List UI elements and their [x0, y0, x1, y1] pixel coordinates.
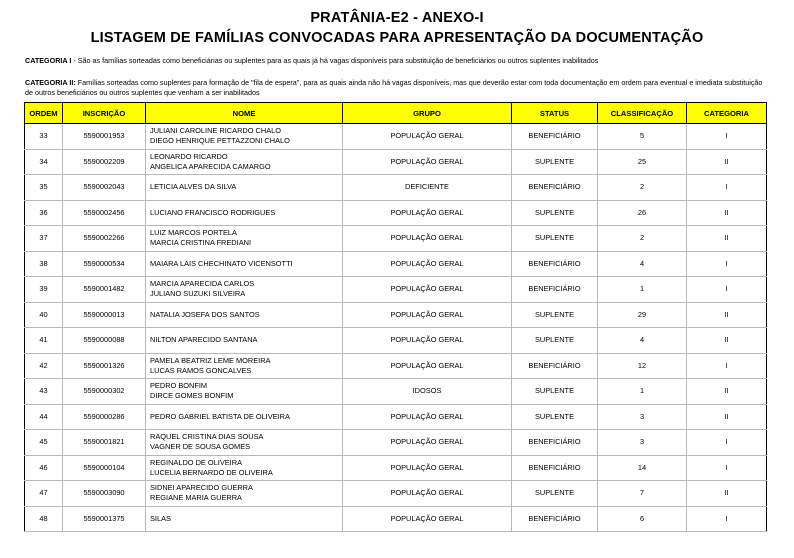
cell-categoria: II: [687, 404, 767, 430]
cell-status: SUPLENTE: [512, 379, 598, 405]
table-row: [25, 328, 767, 354]
cell-status: BENEFICIÁRIO: [512, 353, 598, 379]
cell-grupo: IDOSOS: [343, 379, 512, 405]
table-row: [25, 124, 767, 150]
name-primary: PEDRO BONFIM: [150, 381, 208, 391]
cell-ordem: 38: [25, 251, 63, 277]
cell-ordem: 48: [25, 506, 63, 532]
name-primary: MARCIA APARECIDA CARLOS: [150, 279, 255, 289]
cell-nome: [146, 430, 343, 456]
table-row: [25, 379, 767, 405]
cell-ordem: 43: [25, 379, 63, 405]
name-primary: SIDNEI APARECIDO GUERRA: [150, 483, 253, 493]
cell-categoria: I: [687, 277, 767, 303]
cell-grupo: POPULAÇÃO GERAL: [343, 481, 512, 507]
cell-inscricao: 5590000088: [63, 328, 146, 354]
name-secondary: JULIANO SUZUKI SILVEIRA: [150, 289, 246, 299]
cell-classificacao: 4: [598, 328, 687, 354]
cell-status: SUPLENTE: [512, 328, 598, 354]
category-1-text: - São as famílias sorteadas como beneficiárias ou suplentes para as quais já há vagas disponíveis para substituição de beneficiários ou outros suplentes inabilitados: [71, 56, 599, 65]
cell-ordem: 36: [25, 200, 63, 226]
cell-grupo: POPULAÇÃO GERAL: [343, 430, 512, 456]
cell-classificacao: 4: [598, 251, 687, 277]
cell-nome: [146, 506, 343, 532]
cell-status: BENEFICIÁRIO: [512, 175, 598, 201]
cell-categoria: II: [687, 200, 767, 226]
name-primary: LETICIA ALVES DA SILVA: [150, 182, 237, 192]
cell-nome: [146, 149, 343, 175]
cell-ordem: 46: [25, 455, 63, 481]
cell-categoria: II: [687, 226, 767, 252]
table-row: [25, 302, 767, 328]
cell-classificacao: 1: [598, 277, 687, 303]
cell-nome: [146, 353, 343, 379]
cell-classificacao: 3: [598, 404, 687, 430]
cell-nome: [146, 251, 343, 277]
cell-categoria: I: [687, 353, 767, 379]
name-secondary: DIRCE GOMES BONFIM: [150, 391, 234, 401]
cell-classificacao: 6: [598, 506, 687, 532]
cell-status: BENEFICIÁRIO: [512, 430, 598, 456]
cell-status: SUPLENTE: [512, 302, 598, 328]
cell-status: SUPLENTE: [512, 200, 598, 226]
cell-nome: [146, 404, 343, 430]
cell-grupo: POPULAÇÃO GERAL: [343, 277, 512, 303]
cell-nome: [146, 379, 343, 405]
cell-inscricao: 5590000013: [63, 302, 146, 328]
category-2-label: CATEGORIA II:: [25, 78, 76, 87]
cell-categoria: II: [687, 379, 767, 405]
cell-categoria: I: [687, 251, 767, 277]
category-2-text: Famílias sorteadas como suplentes para formação de "fila de espera", para as quais ainda não há vagas disponíveis, mas que deverão estar com toda documentação em ordem para eventual e imediata substituição de outros beneficiários ou outros suplentes que venham a ser inabilitados: [25, 78, 763, 97]
table-row: [25, 455, 767, 481]
cell-grupo: POPULAÇÃO GERAL: [343, 404, 512, 430]
cell-classificacao: 29: [598, 302, 687, 328]
column-header-categoria: CATEGORIA: [687, 103, 767, 124]
cell-classificacao: 2: [598, 226, 687, 252]
name-primary: REGINALDO DE OLIVEIRA: [150, 457, 242, 467]
cell-classificacao: 12: [598, 353, 687, 379]
name-secondary: REGIANE MARIA GUERRA: [150, 493, 242, 503]
cell-inscricao: 5590000534: [63, 251, 146, 277]
cell-status: SUPLENTE: [512, 149, 598, 175]
name-secondary: DIEGO HENRIQUE PETTAZZONI CHALO: [150, 136, 290, 146]
cell-status: BENEFICIÁRIO: [512, 251, 598, 277]
cell-inscricao: 5590003090: [63, 481, 146, 507]
cell-status: SUPLENTE: [512, 226, 598, 252]
cell-categoria: II: [687, 302, 767, 328]
cell-nome: [146, 200, 343, 226]
cell-grupo: POPULAÇÃO GERAL: [343, 506, 512, 532]
column-header-nome: NOME: [146, 103, 343, 124]
name-primary: MAIARA LAIS CHECHINATO VICENSOTTI: [150, 258, 293, 268]
column-header-inscricao: INSCRIÇÃO: [63, 103, 146, 124]
table-row: [25, 481, 767, 507]
cell-grupo: POPULAÇÃO GERAL: [343, 149, 512, 175]
name-secondary: ANGELICA APARECIDA CAMARGO: [150, 161, 271, 171]
cell-grupo: POPULAÇÃO GERAL: [343, 124, 512, 150]
page-subtitle: LISTAGEM DE FAMÍLIAS CONVOCADAS PARA APRESENTAÇÃO DA DOCUMENTAÇÃO: [90, 30, 704, 46]
cell-ordem: 33: [25, 124, 63, 150]
cell-grupo: DEFICIENTE: [343, 175, 512, 201]
cell-classificacao: 5: [598, 124, 687, 150]
name-primary: NATALIA JOSEFA DOS SANTOS: [150, 309, 260, 319]
cell-status: BENEFICIÁRIO: [512, 506, 598, 532]
table-row: [25, 353, 767, 379]
families-table: [24, 102, 767, 532]
table-row: [25, 404, 767, 430]
cell-ordem: 37: [25, 226, 63, 252]
table-row: [25, 175, 767, 201]
table-row: [25, 226, 767, 252]
cell-classificacao: 3: [598, 430, 687, 456]
cell-classificacao: 2: [598, 175, 687, 201]
name-secondary: LUCAS RAMOS GONCALVES: [150, 365, 252, 375]
table-row: [25, 200, 767, 226]
cell-nome: [146, 124, 343, 150]
name-secondary: MARCIA CRISTINA FREDIANI: [150, 238, 252, 248]
column-header-ordem: ORDEM: [25, 103, 63, 124]
cell-categoria: I: [687, 506, 767, 532]
cell-inscricao: 5590000302: [63, 379, 146, 405]
page-title: PRATÂNIA-E2 - ANEXO-I: [310, 10, 484, 26]
cell-status: SUPLENTE: [512, 481, 598, 507]
cell-inscricao: 5590000104: [63, 455, 146, 481]
cell-categoria: I: [687, 175, 767, 201]
table-row: [25, 277, 767, 303]
cell-inscricao: 5590001326: [63, 353, 146, 379]
cell-classificacao: 7: [598, 481, 687, 507]
category-2-note: [25, 78, 765, 98]
cell-nome: [146, 302, 343, 328]
cell-categoria: I: [687, 124, 767, 150]
cell-nome: [146, 328, 343, 354]
cell-grupo: POPULAÇÃO GERAL: [343, 251, 512, 277]
cell-inscricao: 5590001482: [63, 277, 146, 303]
column-header-status: STATUS: [512, 103, 598, 124]
cell-ordem: 35: [25, 175, 63, 201]
cell-nome: [146, 455, 343, 481]
cell-nome: [146, 481, 343, 507]
cell-classificacao: 26: [598, 200, 687, 226]
column-header-grupo: GRUPO: [343, 103, 512, 124]
name-primary: LUIZ MARCOS PORTELA: [150, 228, 237, 238]
name-primary: SILAS: [150, 513, 171, 523]
cell-inscricao: 5590001375: [63, 506, 146, 532]
category-1-note: [25, 56, 765, 66]
cell-nome: [146, 277, 343, 303]
cell-inscricao: 5590002266: [63, 226, 146, 252]
cell-ordem: 39: [25, 277, 63, 303]
name-primary: LUCIANO FRANCISCO RODRIGUES: [150, 207, 276, 217]
cell-nome: [146, 175, 343, 201]
table-row: [25, 149, 767, 175]
cell-categoria: II: [687, 328, 767, 354]
cell-categoria: II: [687, 481, 767, 507]
cell-inscricao: 5590001821: [63, 430, 146, 456]
cell-ordem: 41: [25, 328, 63, 354]
cell-status: BENEFICIÁRIO: [512, 455, 598, 481]
cell-status: BENEFICIÁRIO: [512, 124, 598, 150]
cell-classificacao: 14: [598, 455, 687, 481]
cell-inscricao: 5590000286: [63, 404, 146, 430]
cell-grupo: POPULAÇÃO GERAL: [343, 200, 512, 226]
cell-grupo: POPULAÇÃO GERAL: [343, 353, 512, 379]
name-primary: NILTON APARECIDO SANTANA: [150, 335, 258, 345]
cell-classificacao: 1: [598, 379, 687, 405]
cell-inscricao: 5590002456: [63, 200, 146, 226]
cell-status: SUPLENTE: [512, 404, 598, 430]
name-secondary: VAGNER DE SOUSA GOMES: [150, 442, 251, 452]
table-body: [25, 124, 767, 532]
cell-inscricao: 5590002043: [63, 175, 146, 201]
name-primary: JULIANI CAROLINE RICARDO CHALO: [150, 126, 282, 136]
name-primary: PAMELA BEATRIZ LEME MOREIRA: [150, 355, 271, 365]
cell-grupo: POPULAÇÃO GERAL: [343, 226, 512, 252]
name-primary: RAQUEL CRISTINA DIAS SOUSA: [150, 432, 264, 442]
cell-ordem: 47: [25, 481, 63, 507]
cell-grupo: POPULAÇÃO GERAL: [343, 302, 512, 328]
name-secondary: LUCELIA BERNARDO DE OLIVEIRA: [150, 467, 273, 477]
cell-ordem: 34: [25, 149, 63, 175]
cell-ordem: 44: [25, 404, 63, 430]
column-header-classificacao: CLASSIFICAÇÃO: [598, 103, 687, 124]
name-primary: PEDRO GABRIEL BATISTA DE OLIVEIRA: [150, 411, 290, 421]
cell-status: BENEFICIÁRIO: [512, 277, 598, 303]
table-row: [25, 506, 767, 532]
cell-nome: [146, 226, 343, 252]
table-row: [25, 430, 767, 456]
cell-classificacao: 25: [598, 149, 687, 175]
cell-inscricao: 5590002209: [63, 149, 146, 175]
name-primary: LEONARDO RICARDO: [150, 151, 228, 161]
table-row: [25, 251, 767, 277]
category-1-label: CATEGORIA I: [25, 56, 72, 65]
cell-grupo: POPULAÇÃO GERAL: [343, 455, 512, 481]
cell-categoria: II: [687, 149, 767, 175]
cell-ordem: 45: [25, 430, 63, 456]
table-header-row: [25, 103, 767, 124]
cell-grupo: POPULAÇÃO GERAL: [343, 328, 512, 354]
cell-categoria: I: [687, 455, 767, 481]
cell-categoria: I: [687, 430, 767, 456]
cell-ordem: 42: [25, 353, 63, 379]
cell-ordem: 40: [25, 302, 63, 328]
cell-inscricao: 5590001953: [63, 124, 146, 150]
